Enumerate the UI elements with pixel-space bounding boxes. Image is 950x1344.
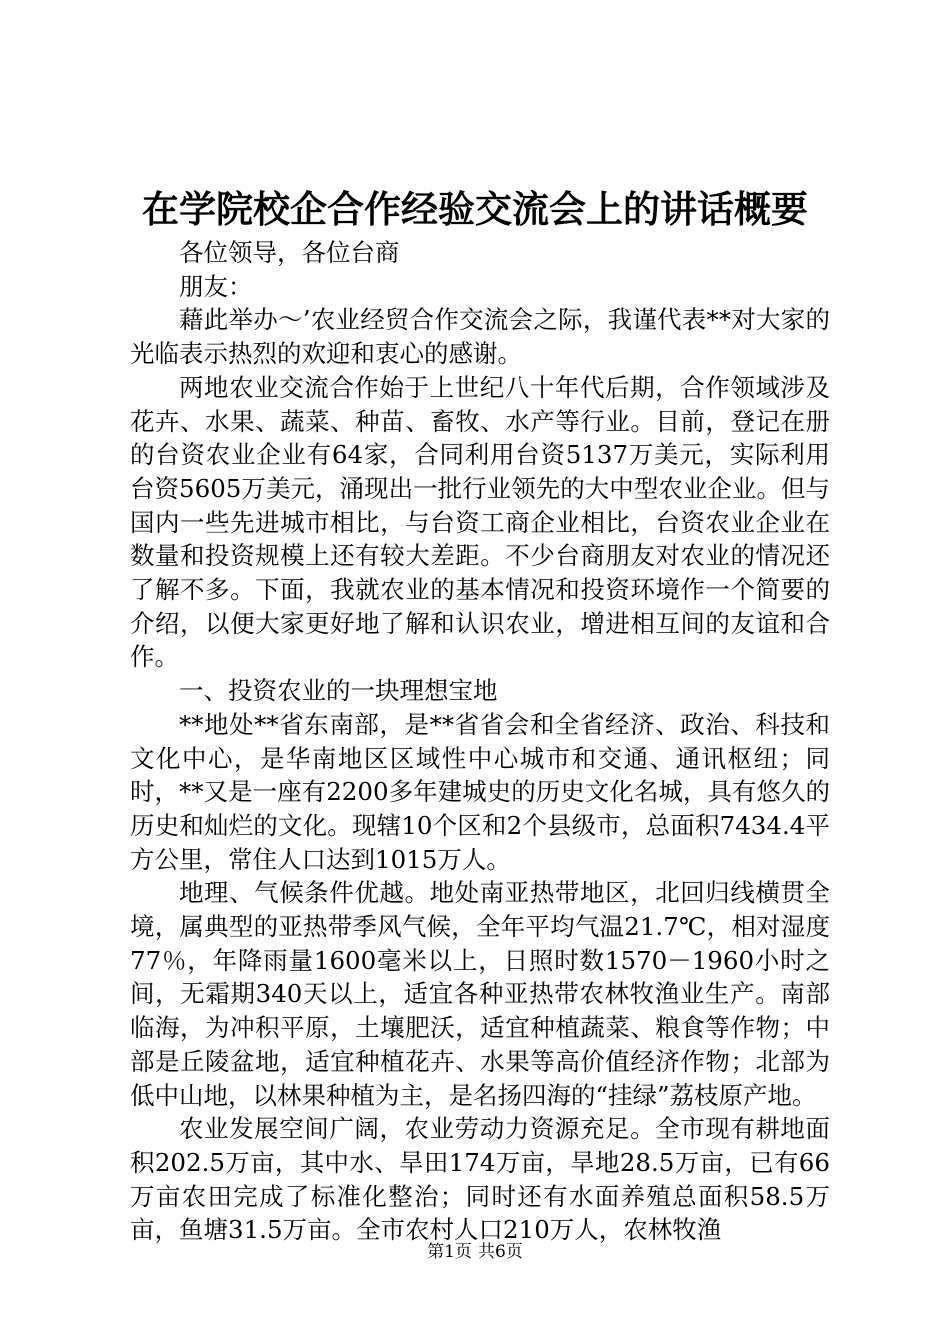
document-body: [130, 236, 830, 1247]
page-footer: [0, 1240, 950, 1264]
document-title: 在学院校企合作经验交流会上的讲话概要: [142, 187, 808, 231]
paragraph-location: **地处**省东南部，是**省省会和全省经济、政治、科技和文化中心，是华南地区区域性中心城市和交通、通讯枢纽；同时，**又是一座有2200多年建城史的历史文化名城，具有悠久的历史和灿烂的文化。现辖10个区和2个县级市，总面积7434.4平方公里，常住人口达到1015万人。: [130, 709, 830, 874]
page-number: 第1页: [427, 1242, 472, 1262]
paragraph-land-resources: 农业发展空间广阔，农业劳动力资源充足。全市现有耕地面积202.5万亩，其中水、旱田174万亩，旱地28.5万亩，已有66万亩农田完成了标准化整治；同时还有水面养殖总面积58.5万亩，鱼塘31.5万亩。全市农村人口210万人，农林牧渔: [130, 1114, 830, 1245]
salutation-line-1: 各位领导，各位台商: [179, 238, 400, 267]
salutation-line-2: 朋友：: [179, 271, 253, 301]
paragraph-climate: 地理、气候条件优越。地处南亚热带地区，北回归线横贯全境，属典型的亚热带季风气候，全年平均气温21.7℃，相对湿度77％，年降雨量1600毫米以上，日照时数1570－1960小时之间，无霜期340天以上，适宜各种亚热带农林牧渔业生产。南部临海，为冲积平原，土壤肥沃，适宜种植蔬菜、粮食等作物；中部是丘陵盆地，适宜种植花卉、水果等高价值经济作物；北部为低中山地，以林果种植为主，是名扬四海的“挂绿”荔枝原产地。: [130, 878, 830, 1110]
section-heading-1: 一、投资农业的一块理想宝地: [179, 676, 498, 706]
page-total: 共6页: [478, 1242, 523, 1262]
paragraph-cooperation: 两地农业交流合作始于上世纪八十年代后期，合作领域涉及花卉、水果、蔬菜、种苗、畜牧、水产等行业。目前，登记在册的台资农业企业有64家，合同利用台资5137万美元，实际利用台资5605万美元，涌现出一批行业领先的大中型农业企业。但与国内一些先进城市相比，与台资工商企业相比，台资农业企业在数量和投资规模上还有较大差距。不少台商朋友对农业的情况还了解不多。下面，我就农业的基本情况和投资环境作一个简要的介绍，以便大家更好地了解和认识农业，增进相互间的友谊和合作。: [130, 372, 830, 672]
paragraph-welcome: 藉此举办～’农业经贸合作交流会之际，我谨代表**对大家的光临表示热烈的欢迎和衷心的感谢。: [130, 305, 830, 369]
